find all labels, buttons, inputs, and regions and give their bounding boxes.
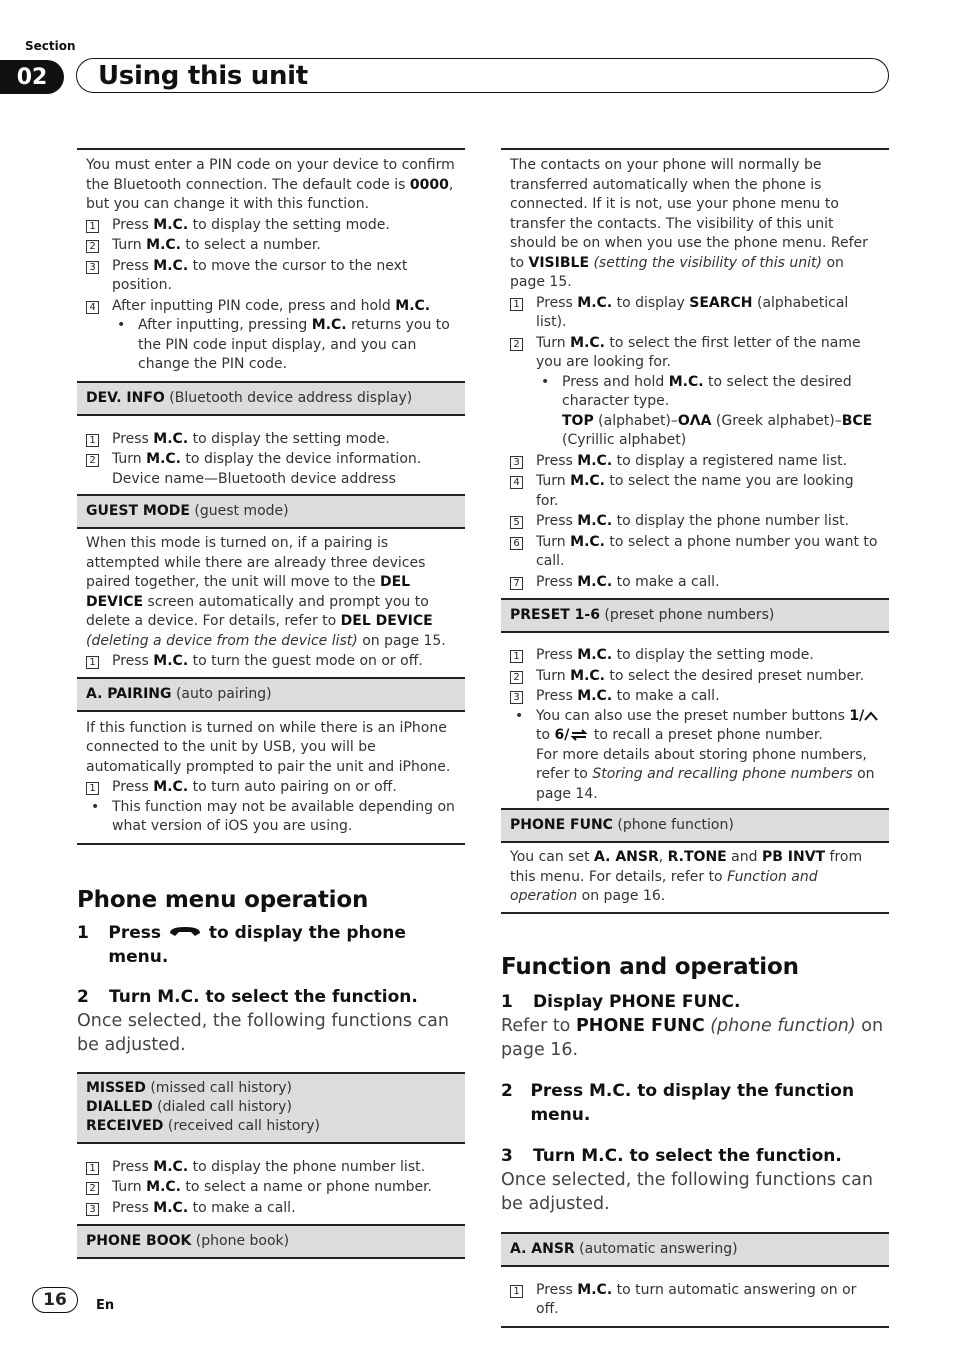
func-step-3: 3 Turn M.C. to select the function.: [501, 1145, 842, 1166]
func-step-1: 1 Display PHONE FUNC.: [501, 991, 741, 1012]
dev-info-step-1: 1 Press M.C. to display the setting mode.: [86, 430, 456, 450]
section-number-badge: 02: [0, 60, 64, 94]
page-title-bar: [76, 58, 889, 93]
auto-answer-heading: A. ANSR (automatic answering): [501, 1232, 889, 1267]
func-step-3-body: Once selected, the following functions can be adjusted.: [501, 1169, 873, 1214]
guest-mode-box: [77, 529, 465, 677]
auto-pairing-step: 1 Press M.C. to turn auto pairing on or off.: [86, 778, 456, 798]
guest-mode-desc: When this mode is turned on, if a pairing is attempted while there are already three devices paired together, the unit will move to the DEL DEVICE screen automatically and prompt you to delete a device. For details, refer to DEL DEVICE (deleting a device from the device list) on page 15.: [86, 535, 446, 649]
step-number: 1: [86, 220, 99, 233]
phone-menu-heading: Phone menu operation: [77, 886, 369, 913]
pin-intro: You must enter a PIN code on your device to confirm the Bluetooth connection. The default code is 0000, but you can change it with this function.: [86, 157, 455, 212]
left-column: [77, 148, 465, 1259]
function-operation-heading: Function and operation: [501, 953, 799, 980]
search-step-1: 1 Press M.C. to display SEARCH (alphabetical list).: [510, 294, 880, 333]
phone-func-box: You can set A. ANSR, R.TONE and PB INVT from this menu. For details, refer to Function and operation on page 16.: [501, 843, 889, 914]
step-number: 3: [86, 1203, 99, 1216]
step-number: 7: [510, 577, 523, 590]
step-number: 2: [510, 671, 523, 684]
auto-pairing-heading: A. PAIRING (auto pairing): [77, 677, 465, 712]
section-label: Section: [25, 39, 76, 53]
step-number: 3: [510, 456, 523, 469]
repeat-icon: [569, 729, 589, 741]
language-label: En: [96, 1298, 115, 1313]
dev-info-box: [77, 416, 465, 495]
char-type-bullet: • Press and hold M.C. to select the desired character type. TOP (alphabet)–ΟΛΑ (Greek alphabet)–BCE (Cyrillic alphabet): [541, 373, 873, 448]
pin-bullet: • After inputting, pressing M.C. returns you to the PIN code input display, and you can change the PIN code.: [117, 317, 450, 372]
call-history-step-1: 1 Press M.C. to display the phone number list.: [86, 1158, 456, 1178]
step-number: 3: [86, 261, 99, 274]
func-step-1-body: Refer to PHONE FUNC (phone function) on page 16.: [501, 1015, 884, 1060]
step-number: 6: [510, 537, 523, 550]
func-step-2: 2 Press M.C. to display the function menu.: [501, 1080, 855, 1125]
phone-icon: [167, 924, 203, 942]
right-column: [501, 148, 889, 1328]
search-step-2: 2 Turn M.C. to select the first letter of the name you are looking for.: [510, 334, 880, 373]
preset-heading: PRESET 1-6 (preset phone numbers): [501, 598, 889, 633]
preset-box: [501, 633, 889, 808]
auto-pairing-box: [77, 712, 465, 845]
call-history-heading: MISSED (missed call history) DIALLED (dialed call history) RECEIVED (received call history): [77, 1072, 465, 1144]
search-step-6: 6 Turn M.C. to select a phone number you want to call.: [510, 533, 880, 572]
phone-func-heading: PHONE FUNC (phone function): [501, 808, 889, 843]
auto-pairing-bullet: • This function may not be available depending on what version of iOS you are using.: [91, 798, 455, 834]
auto-pairing-desc: If this function is turned on while there is an iPhone connected to the unit by USB, you will be automatically prompted to pair the unit and iPhone.: [86, 719, 451, 775]
phone-menu-body: Once selected, the following functions can be adjusted.: [77, 1010, 449, 1055]
dev-info-extra: Device name—Bluetooth device address: [112, 470, 396, 487]
pin-step-2: 2 Turn M.C. to select a number.: [86, 236, 456, 256]
contacts-desc: The contacts on your phone will normally be transferred automatically when the phone is connected. If it is not, use your phone menu to transfer the contacts. The visibility of this unit should be on when you use the phone menu. Refer to VISIBLE (setting the visibility of this unit) on page 15.: [510, 157, 868, 290]
page-title: Using this unit: [98, 60, 308, 91]
step-number: 2: [86, 454, 99, 467]
pin-step-3: 3 Press M.C. to move the cursor to the next position.: [86, 257, 456, 296]
pin-code-box: [77, 150, 465, 381]
dev-info-step-2: 2 Turn M.C. to display the device information.: [86, 450, 456, 470]
phone-menu-step-1: 1 Press to display the phone menu.: [77, 922, 406, 967]
search-step-3: 3 Press M.C. to display a registered name list.: [510, 452, 880, 472]
step-number: 2: [86, 240, 99, 253]
up-arrow-icon: [864, 710, 878, 722]
step-number: 4: [510, 476, 523, 489]
preset-step-3: 3 Press M.C. to make a call.: [510, 687, 880, 707]
step-number: 1: [510, 650, 523, 663]
search-step-7: 7 Press M.C. to make a call.: [510, 573, 880, 593]
dev-info-heading: DEV. INFO (Bluetooth device address display): [77, 381, 465, 416]
step-number: 4: [86, 301, 99, 314]
pin-steps: [86, 216, 456, 317]
phone-menu-step-2: 2 Turn M.C. to select the function.: [77, 986, 418, 1007]
step-number: 2: [86, 1182, 99, 1195]
search-step-5: 5 Press M.C. to display the phone number list.: [510, 512, 880, 532]
preset-step-1: 1 Press M.C. to display the setting mode.: [510, 646, 880, 666]
step-number: 3: [510, 691, 523, 704]
search-step-4: 4 Turn M.C. to select the name you are looking for.: [510, 472, 880, 511]
guest-step: 1 Press M.C. to turn the guest mode on or off.: [86, 652, 456, 672]
guest-mode-heading: GUEST MODE (guest mode): [77, 494, 465, 529]
preset-bullet: • You can also use the preset number buttons 1/ to 6/ to recall a preset phone number. For more details about storing phone numbers, refer to Storing and recalling phone numbers on page 14.: [510, 707, 880, 805]
auto-answer-step: 1 Press M.C. to turn automatic answering on or off.: [510, 1281, 880, 1320]
pin-step-1: 1 Press M.C. to display the setting mode.: [86, 216, 456, 236]
step-number: 1: [86, 434, 99, 447]
call-history-step-3: 3 Press M.C. to make a call.: [86, 1199, 456, 1219]
step-number: 5: [510, 516, 523, 529]
preset-step-2: 2 Turn M.C. to select the desired preset number.: [510, 667, 880, 687]
call-history-box: [77, 1144, 465, 1225]
phone-book-heading: PHONE BOOK (phone book): [77, 1224, 465, 1259]
page-number: 16: [32, 1287, 78, 1313]
call-history-step-2: 2 Turn M.C. to select a name or phone number.: [86, 1178, 456, 1198]
auto-answer-box: [501, 1267, 889, 1328]
step-number: 1: [86, 1162, 99, 1175]
contacts-box: [501, 150, 889, 598]
pin-step-4: 4 After inputting PIN code, press and hold M.C.: [86, 297, 456, 317]
